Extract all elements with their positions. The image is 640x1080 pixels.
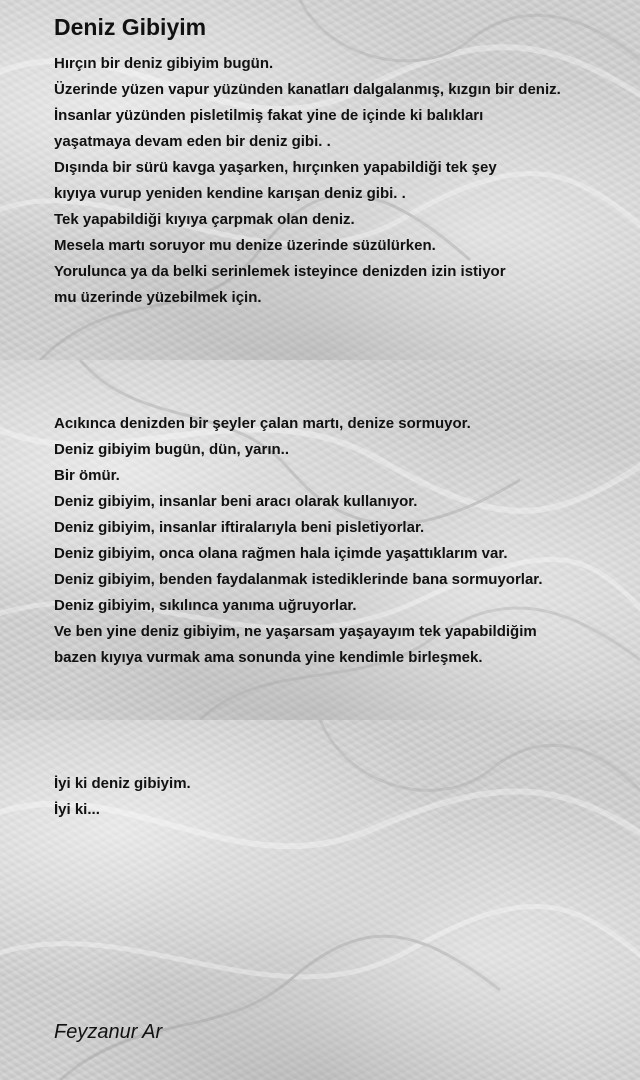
poem-line: Dışında bir sürü kavga yaşarken, hırçınken yapabildiği tek şey — [54, 159, 497, 176]
poem-line: İyi ki... — [54, 801, 100, 818]
poem-line: yaşatmaya devam eden bir deniz gibi. . — [54, 133, 331, 150]
poem-line: Deniz gibiyim, insanlar beni aracı olarak kullanıyor. — [54, 493, 418, 510]
poem-line: bazen kıyıya vurmak ama sonunda yine kendimle birleşmek. — [54, 649, 483, 666]
poem-line: Deniz gibiyim, onca olana rağmen hala içimde yaşattıklarım var. — [54, 545, 508, 562]
poem-line: İyi ki deniz gibiyim. — [54, 775, 191, 792]
poem-title: Deniz Gibiyim — [54, 14, 207, 40]
stanza-3 — [54, 771, 634, 823]
poem-line: İnsanlar yüzünden pisletilmiş fakat yine de içinde ki balıkları — [54, 107, 484, 124]
poem-line: Üzerinde yüzen vapur yüzünden kanatları dalgalanmış, kızgın bir deniz. — [54, 81, 561, 98]
poem-line: Mesela martı soruyor mu denize üzerinde süzülürken. — [54, 237, 436, 254]
poem-line: Yorulunca ya da belki serinlemek isteyince denizden izin istiyor — [54, 263, 506, 280]
poem-line: Bir ömür. — [54, 467, 120, 484]
poem-line: Tek yapabildiği kıyıya çarpmak olan deniz. — [54, 211, 355, 228]
poem-line: Acıkınca denizden bir şeyler çalan martı, denize sormuyor. — [54, 415, 471, 432]
stanza-1 — [54, 51, 634, 311]
poem-line: Deniz gibiyim bugün, dün, yarın.. — [54, 441, 290, 458]
poem-line: Ve ben yine deniz gibiyim, ne yaşarsam yaşayayım tek yapabildiğim — [54, 623, 537, 640]
poem-line: Deniz gibiyim, sıkılınca yanıma uğruyorlar. — [54, 597, 357, 614]
poem-line: Deniz gibiyim, insanlar iftiralarıyla beni pisletiyorlar. — [54, 519, 425, 536]
poem-line: mu üzerinde yüzebilmek için. — [54, 289, 262, 306]
poem-line: Deniz gibiyim, benden faydalanmak istediklerinde bana sormuyorlar. — [54, 571, 543, 588]
poem-line: kıyıya vurup yeniden kendine karışan deniz gibi. . — [54, 185, 406, 202]
poem-author: Feyzanur Ar — [54, 1021, 163, 1043]
poem-line: Hırçın bir deniz gibiyim bugün. — [54, 55, 274, 72]
stanza-2 — [54, 411, 634, 671]
